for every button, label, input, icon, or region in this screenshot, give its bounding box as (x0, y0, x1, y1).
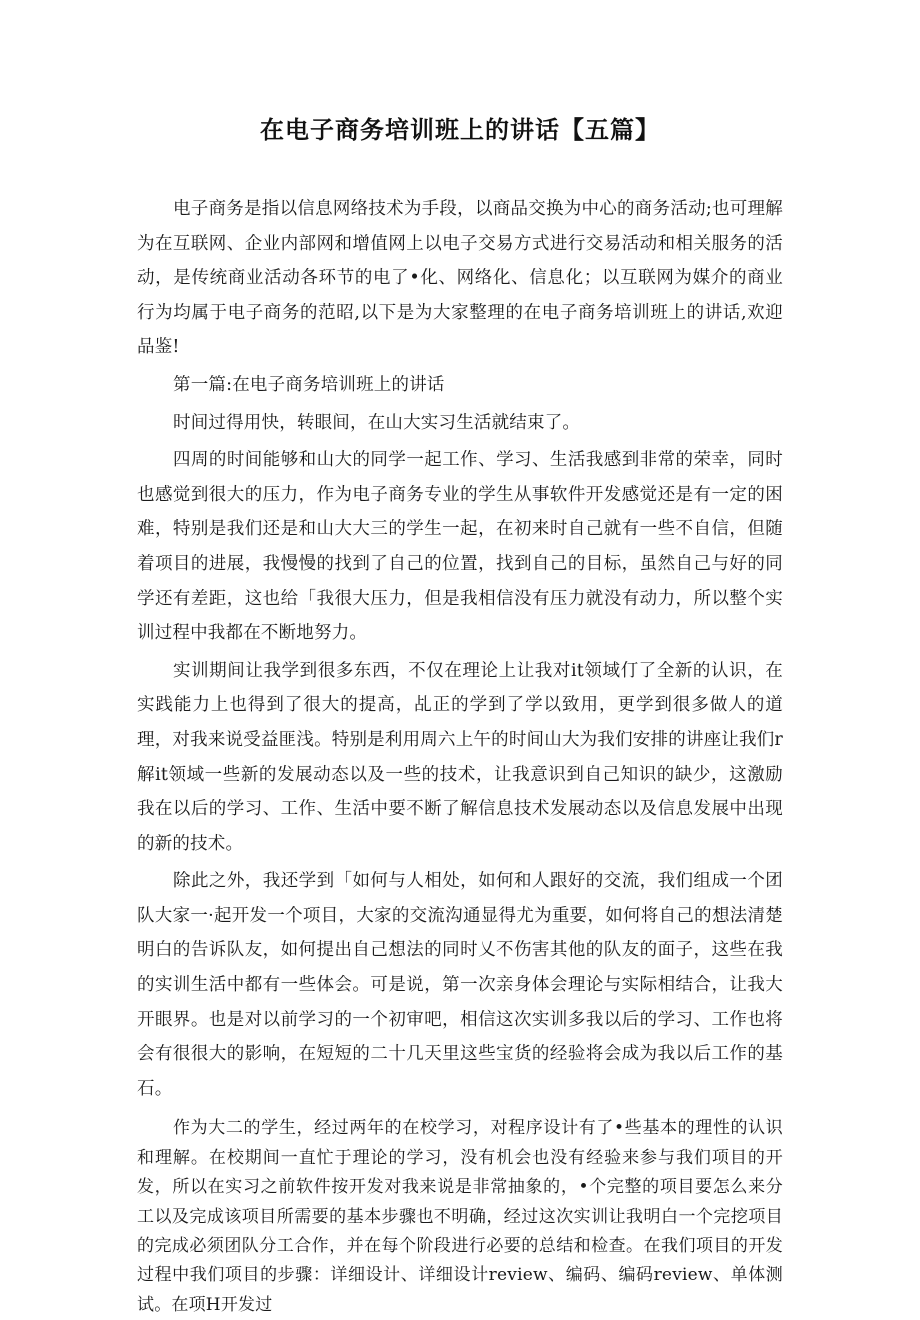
body-paragraph: 作为大二的学生，经过两年的在校学习，对程序设计有了•些基本的理性的认识和理解。在校期间一直忙于理论的学习，没有机会也没有经验来参与我们项目的开发，所以在实习之前软件按开发对我来说是非常抽象的，•个完整的项目要怎么来分工以及完成该项目所需要的基本步骤也不明确，经过这次实训让我明白一个完挖项目的完成必须团队分工合作，并在每个阶段进行必要的总结和检查。在我们项目的开发过程中我们项目的步骤：详细设计、详细设计review、编码、编码review、单体测试。在项H开发过 (137, 1118, 783, 1315)
body-paragraph: 四周的时间能够和山大的同学一起工作、学习、生活我感到非常的荣幸，同时也感觉到很大的压力，作为电子商务专业的学生从事软件开发感觉还是有一定的困难，特别是我们还是和山大大三的学生一起，在初来时自己就有一些不自信，但随着项目的进展，我慢慢的找到了自己的位置，找到自己的目标，虽然自己与好的同学还有差距，这也给「我很大压力，但是我相信没有压力就没有动力，所以整个实训过程中我都在不断地努力。 (137, 450, 783, 644)
body-paragraph: 除此之外，我还学到「如何与人相处，如何和人跟好的交流，我们组成一个团队大家一·起开发一个项目，大家的交流沟通显得尤为重要，如何将自己的想法清楚明白的告诉队友，如何提出自己想法的同时乂不伤害其他的队友的面子，这些在我的实训生活中都有一些体会。可是说，第一次亲身体会理论与实际相结合，让我大开眼界。也是对以前学习的一个初审吧，相信这次实训多我以后的学习、工作也将会有很很大的影响，在短短的二十几天里这些宝货的经验将会成为我以后工作的基石。 (137, 871, 783, 1099)
document-body (137, 192, 783, 1320)
intro-paragraph: 电子商务是指以信息网络技术为手段，以商品交换为中心的商务活动;也可理解为在互联网、企业内部网和增值网上以电子交易方式进行交易活动和相关服务的活动，是传统商业活动各环节的电了•化、网络化、信息化；以互联网为媒介的商业行为均属于电子商务的范昭,以下是为大家整理的在电子商务培训班上的讲话,欢迎品鉴! (137, 199, 783, 358)
section-heading-first: 第一篇:在电子商务培训班上的讲话 (173, 374, 445, 395)
body-paragraph: 实训期间让我学到很多东西，不仅在理论上让我对it领域仃了全新的认识，在实践能力上也得到了很大的提高，乩正的学到了学以致用，更学到很多做人的道理，对我来说受益匪浅。特别是利用周六上午的时间山大为我们安排的讲座让我们r解it领域一些新的发展动态以及一些的技术，让我意识到自己知识的缺少，这激励我在以后的学习、工作、生活中要不断了解信息技术发展动态以及信息发展中出现的新的技术。 (137, 660, 783, 854)
body-paragraph: 时间过得用快，转眼间，在山大实习生活就结束了。 (173, 412, 581, 433)
document-title: 在电子商务培训班上的讲话【五篇】 (260, 116, 660, 144)
